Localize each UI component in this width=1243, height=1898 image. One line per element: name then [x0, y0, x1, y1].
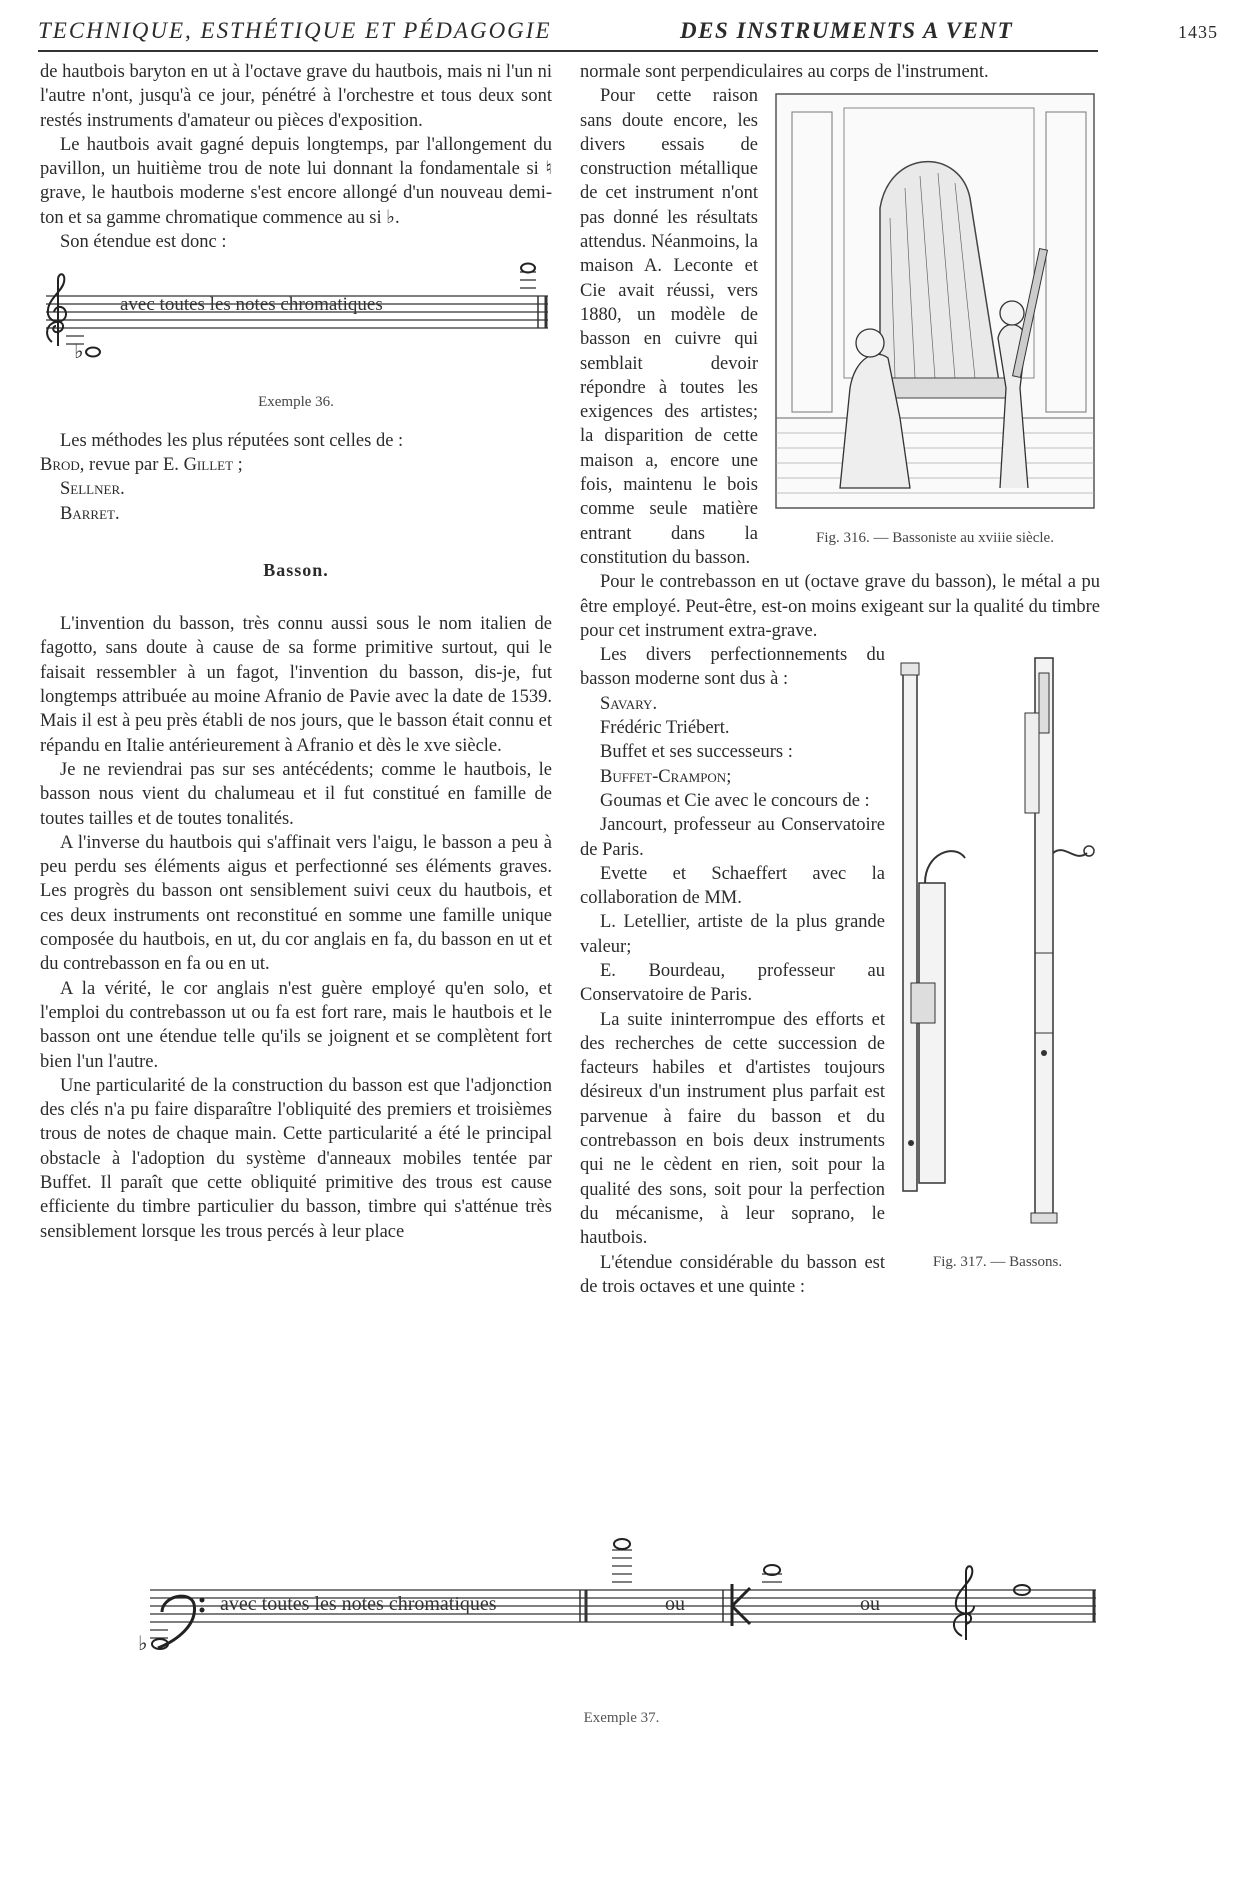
figure-317	[895, 653, 1100, 1273]
paragraph: A la vérité, le cor anglais n'est guère employé qu'en solo, et l'emploi du contrebasson ut ou fa est fort rare, mais le hautbois et le basson ont une étendue telle qu'ils se joignent et se complètent fort bien l'un l'autre.	[40, 978, 552, 1072]
paragraph: normale sont perpendiculaires au corps de l'instrument.	[580, 62, 989, 82]
paragraph: La suite ininterrompue des efforts et des recherches de cette succession de facteurs habiles et d'artistes toujours désireux d'un instrument plus parfait est parvenue à faire du basson et du contrebasson en bois deux instruments qui ne le cèdent en rien, soit pour la qualité des sons, soit pour la perfection du mécanisme, à leur soprano, le hautbois.	[580, 1009, 885, 1249]
text-fragment: ;	[233, 454, 243, 475]
paragraph: Pour cette raison sans doute encore, les divers essais de construction métallique de cet instrument n'ont pas donné les résultats attendus. Néanmoins, la maison A. Leconte et Cie avait réussi, vers 1880, un modèle de basson en cuivre qui semblait devoir répondre à toutes les exigences des artistes; la disparition de cette maison a, encore une fois, maintenu le bois comme seule matière entrant dans la constitution du basson.	[580, 86, 758, 568]
running-header-left: TECHNIQUE, ESTHÉTIQUE ET PÉDAGOGIE	[38, 18, 552, 43]
maker-line: E. Bourdeau, professeur au Conservatoire de Paris.	[580, 960, 885, 1006]
page-number: 1435	[1178, 22, 1218, 42]
example-36-caption: Exemple 36.	[258, 394, 334, 411]
paragraph: A l'inverse du hautbois qui s'affinait vers l'aigu, le basson a peu à peu perdu ses éléments aigus et perfectionné ses éléments graves. Les progrès du basson ont sensiblement suivi ceux du hautbois, et ces deux instruments ont reconstitué en somme une famille unique composée du hautbois, en ut, du cor anglais en fa, du basson en ut et du contrebasson en fa ou en ut.	[40, 832, 552, 975]
section-heading: Basson.	[263, 559, 329, 580]
maker-line: Evette et Schaeffert avec la collaboration de MM.	[580, 863, 885, 909]
treble-staff-graphic	[40, 266, 552, 386]
or-label: ou	[860, 1593, 880, 1615]
right-column	[580, 60, 1100, 1299]
paragraph: de hautbois baryton en ut à l'octave grave du hautbois, mais ni l'un ni l'autre n'ont, jusqu'à ce jour, pénétré à l'orchestre et tous deux sont restés instruments d'amateur ou pièces d'exposition.	[40, 62, 552, 131]
or-label: ou	[665, 1593, 685, 1615]
maker-line: Jancourt, professeur au Conservatoire de Paris.	[580, 815, 885, 860]
flat-sign: ♭	[74, 339, 84, 364]
bass-staff-graphic	[138, 1540, 1100, 1680]
maker-line: Frédéric Triébert.	[600, 718, 730, 739]
example-37-caption: Exemple 37.	[583, 1710, 660, 1726]
maker-line: Buffet-Crampon;	[600, 766, 732, 787]
flat-sign: ♭	[138, 1631, 148, 1655]
header-rule	[38, 50, 1098, 52]
bassoons-engraving	[895, 653, 1100, 1243]
maker-line: Buffet et ses successeurs :	[600, 742, 793, 763]
music-staff-example-36	[40, 266, 552, 386]
paragraph: Une particularité de la construction du basson est que l'adjonction des clés n'a pu faire disparaître l'obliquité des premiers et troisièmes trous de notes de chaque main. Cette particularité a été le principal obstacle à l'adoption du système d'anneaux mobiles tentée par Buffet. Il paraît que cette obliquité primitive des trous est cause efficiente du timbre particulier du basson, timbre qui s'atténue très sensiblement lorsque les trous percés à leur place	[40, 1075, 552, 1242]
method-line	[40, 453, 552, 477]
author-name: Barret.	[60, 503, 120, 524]
text-fragment: , revue par E.	[79, 454, 184, 475]
figure-316	[770, 88, 1100, 558]
paragraph: L'invention du basson, très connu aussi sous le nom italien de fagotto, sans doute à cause de sa forme primitive surtout, qui le faisait ressembler à un fagot, l'invention du basson, dis-je, fut longtemps attribuée au moine Afranio de Pavie avec la date de 1539. Mais il est à peu près établi de nos jours, que le basson était connu et répandu en Italie antérieurement à Afranio et dès le xve siècle.	[40, 614, 552, 756]
staff-text: avec toutes les notes chromatiques	[220, 1593, 497, 1615]
paragraph: Je ne reviendrai pas sur ses antécédents; comme le hautbois, le basson nous vient du chalumeau et il fut constitué en famille de toutes tailles et de toutes tonalités.	[40, 759, 552, 829]
paragraph: Son étendue est donc :	[60, 232, 227, 253]
author-name: Brod	[40, 454, 80, 475]
author-name: Sellner.	[60, 479, 125, 500]
maker-line: L. Letellier, artiste de la plus grande valeur;	[580, 912, 885, 957]
left-column	[40, 60, 552, 1244]
paragraph: Les méthodes les plus réputées sont celles de :	[60, 430, 404, 451]
author-name: Gillet	[183, 454, 234, 475]
maker-line: Savary.	[600, 693, 658, 714]
paragraph: Le hautbois avait gagné depuis longtemps, par l'allongement du pavillon, un huitième trou de note lui donnant la fondamentale si ♮ grave, le hautbois moderne s'est encore allongé d'un nouveau demi-ton et sa gamme chromatique commence au si ♭.	[40, 134, 552, 228]
paragraph: Les divers perfectionnements du basson moderne sont dus à :	[580, 645, 885, 690]
running-header-right: DES INSTRUMENTS A VENT	[680, 18, 1014, 43]
bassoonist-engraving	[770, 88, 1100, 518]
staff-text: avec toutes les notes chromatiques	[120, 294, 383, 316]
paragraph: L'étendue considérable du basson est de trois octaves et une quinte :	[580, 1252, 885, 1297]
music-staff-example-37	[138, 1540, 1100, 1680]
figure-317-caption: Fig. 317. — Bassons.	[932, 1254, 1063, 1271]
figure-316-caption: Fig. 316. — Bassoniste au xviiie siècle.	[816, 529, 1054, 546]
paragraph: Pour le contrebasson en ut (octave grave du basson), le métal a pu être employé. Peut-être, est-on moins exigeant sur la qualité du timbre pour cet instrument extra-grave.	[580, 572, 1100, 641]
maker-line: Goumas et Cie avec le concours de :	[600, 790, 870, 811]
